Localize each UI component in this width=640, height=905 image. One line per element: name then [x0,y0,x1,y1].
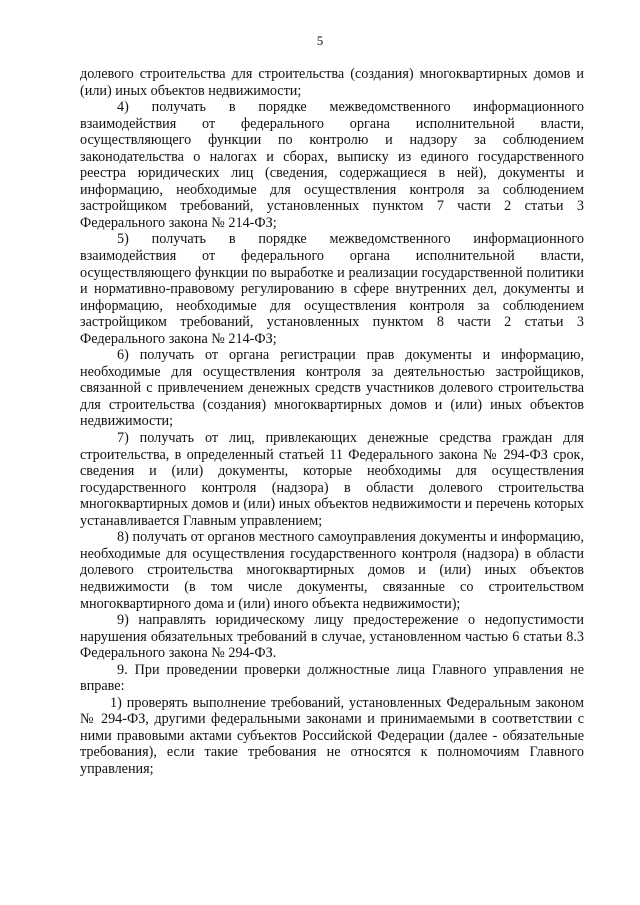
document-body [80,66,584,778]
paragraph-item-6: 6) получать от органа регистрации прав документы и информацию, необходимые для осуществления контроля за деятельностью застройщиков, связанной с привлечением денежных средств участников долевого строительства для строительства (создания) многоквартирных домов и (или) иных объектов недвижимости; [80,347,584,430]
paragraph-section-9-item-1: 1) проверять выполнение требований, установленных Федеральным законом № 294-ФЗ, другими федеральными законами и принимаемыми в соответствии с ними правовыми актами субъектов Российской Федерации (далее - обязательные требования), если такие требования не относятся к полномочиям Главного управления; [80,694,584,777]
paragraph-item-7: 7) получать от лиц, привлекающих денежные средства граждан для строительства, в определенный статьей 11 Федерального закона № 294-ФЗ срок, сведения и (или) документы, которые необходимы для осуществления государственного контроля (надзора) в области долевого строительства многоквартирных домов и (или) иных объектов недвижимости и перечень которых устанавливается Главным управлением; [80,430,584,529]
page-number: 5 [316,33,324,48]
paragraph-item-5: 5) получать в порядке межведомственного информационного взаимодействия от федерального органа исполнительной власти, осуществляющего функции по выработке и реализации государственной политики и нормативно-правовому регулированию в сфере внутренних дел, документы и информацию, необходимые для осуществления контроля за соблюдением застройщиком требований, установленных пунктом 8 части 2 статьи 3 Федерального закона № 214-ФЗ; [80,231,584,347]
paragraph-item-4: 4) получать в порядке межведомственного информационного взаимодействия от федерального органа исполнительной власти, осуществляющего функции по контролю и надзору за соблюдением законодательства о налогах и сборах, выписку из единого государственного реестра юридических лиц (сведения, содержащиеся в ней), документы и информацию, необходимые для осуществления контроля за соблюдением застройщиком требований, установленных пунктом 7 части 2 статьи 3 Федерального закона № 214-ФЗ; [80,99,584,231]
paragraph-item-9: 9) направлять юридическому лицу предостережение о недопустимости нарушения обязательных требований в случае, установленном частью 6 статьи 8.3 Федерального закона № 294-ФЗ. [80,612,584,662]
paragraph-section-9: 9. При проведении проверки должностные лица Главного управления не вправе: [80,661,584,695]
paragraph-item-8: 8) получать от органов местного самоуправления документы и информацию, необходимые для осуществления государственного контроля (надзора) в области долевого строительства многоквартирных домов и (или) иных объектов недвижимости (в том числе документы, связанные со строительством многоквартирного дома и (или) иного объекта недвижимости); [80,529,584,612]
paragraph-continuation: долевого строительства для строительства (создания) многоквартирных домов и (или) иных объектов недвижимости; [80,66,584,99]
